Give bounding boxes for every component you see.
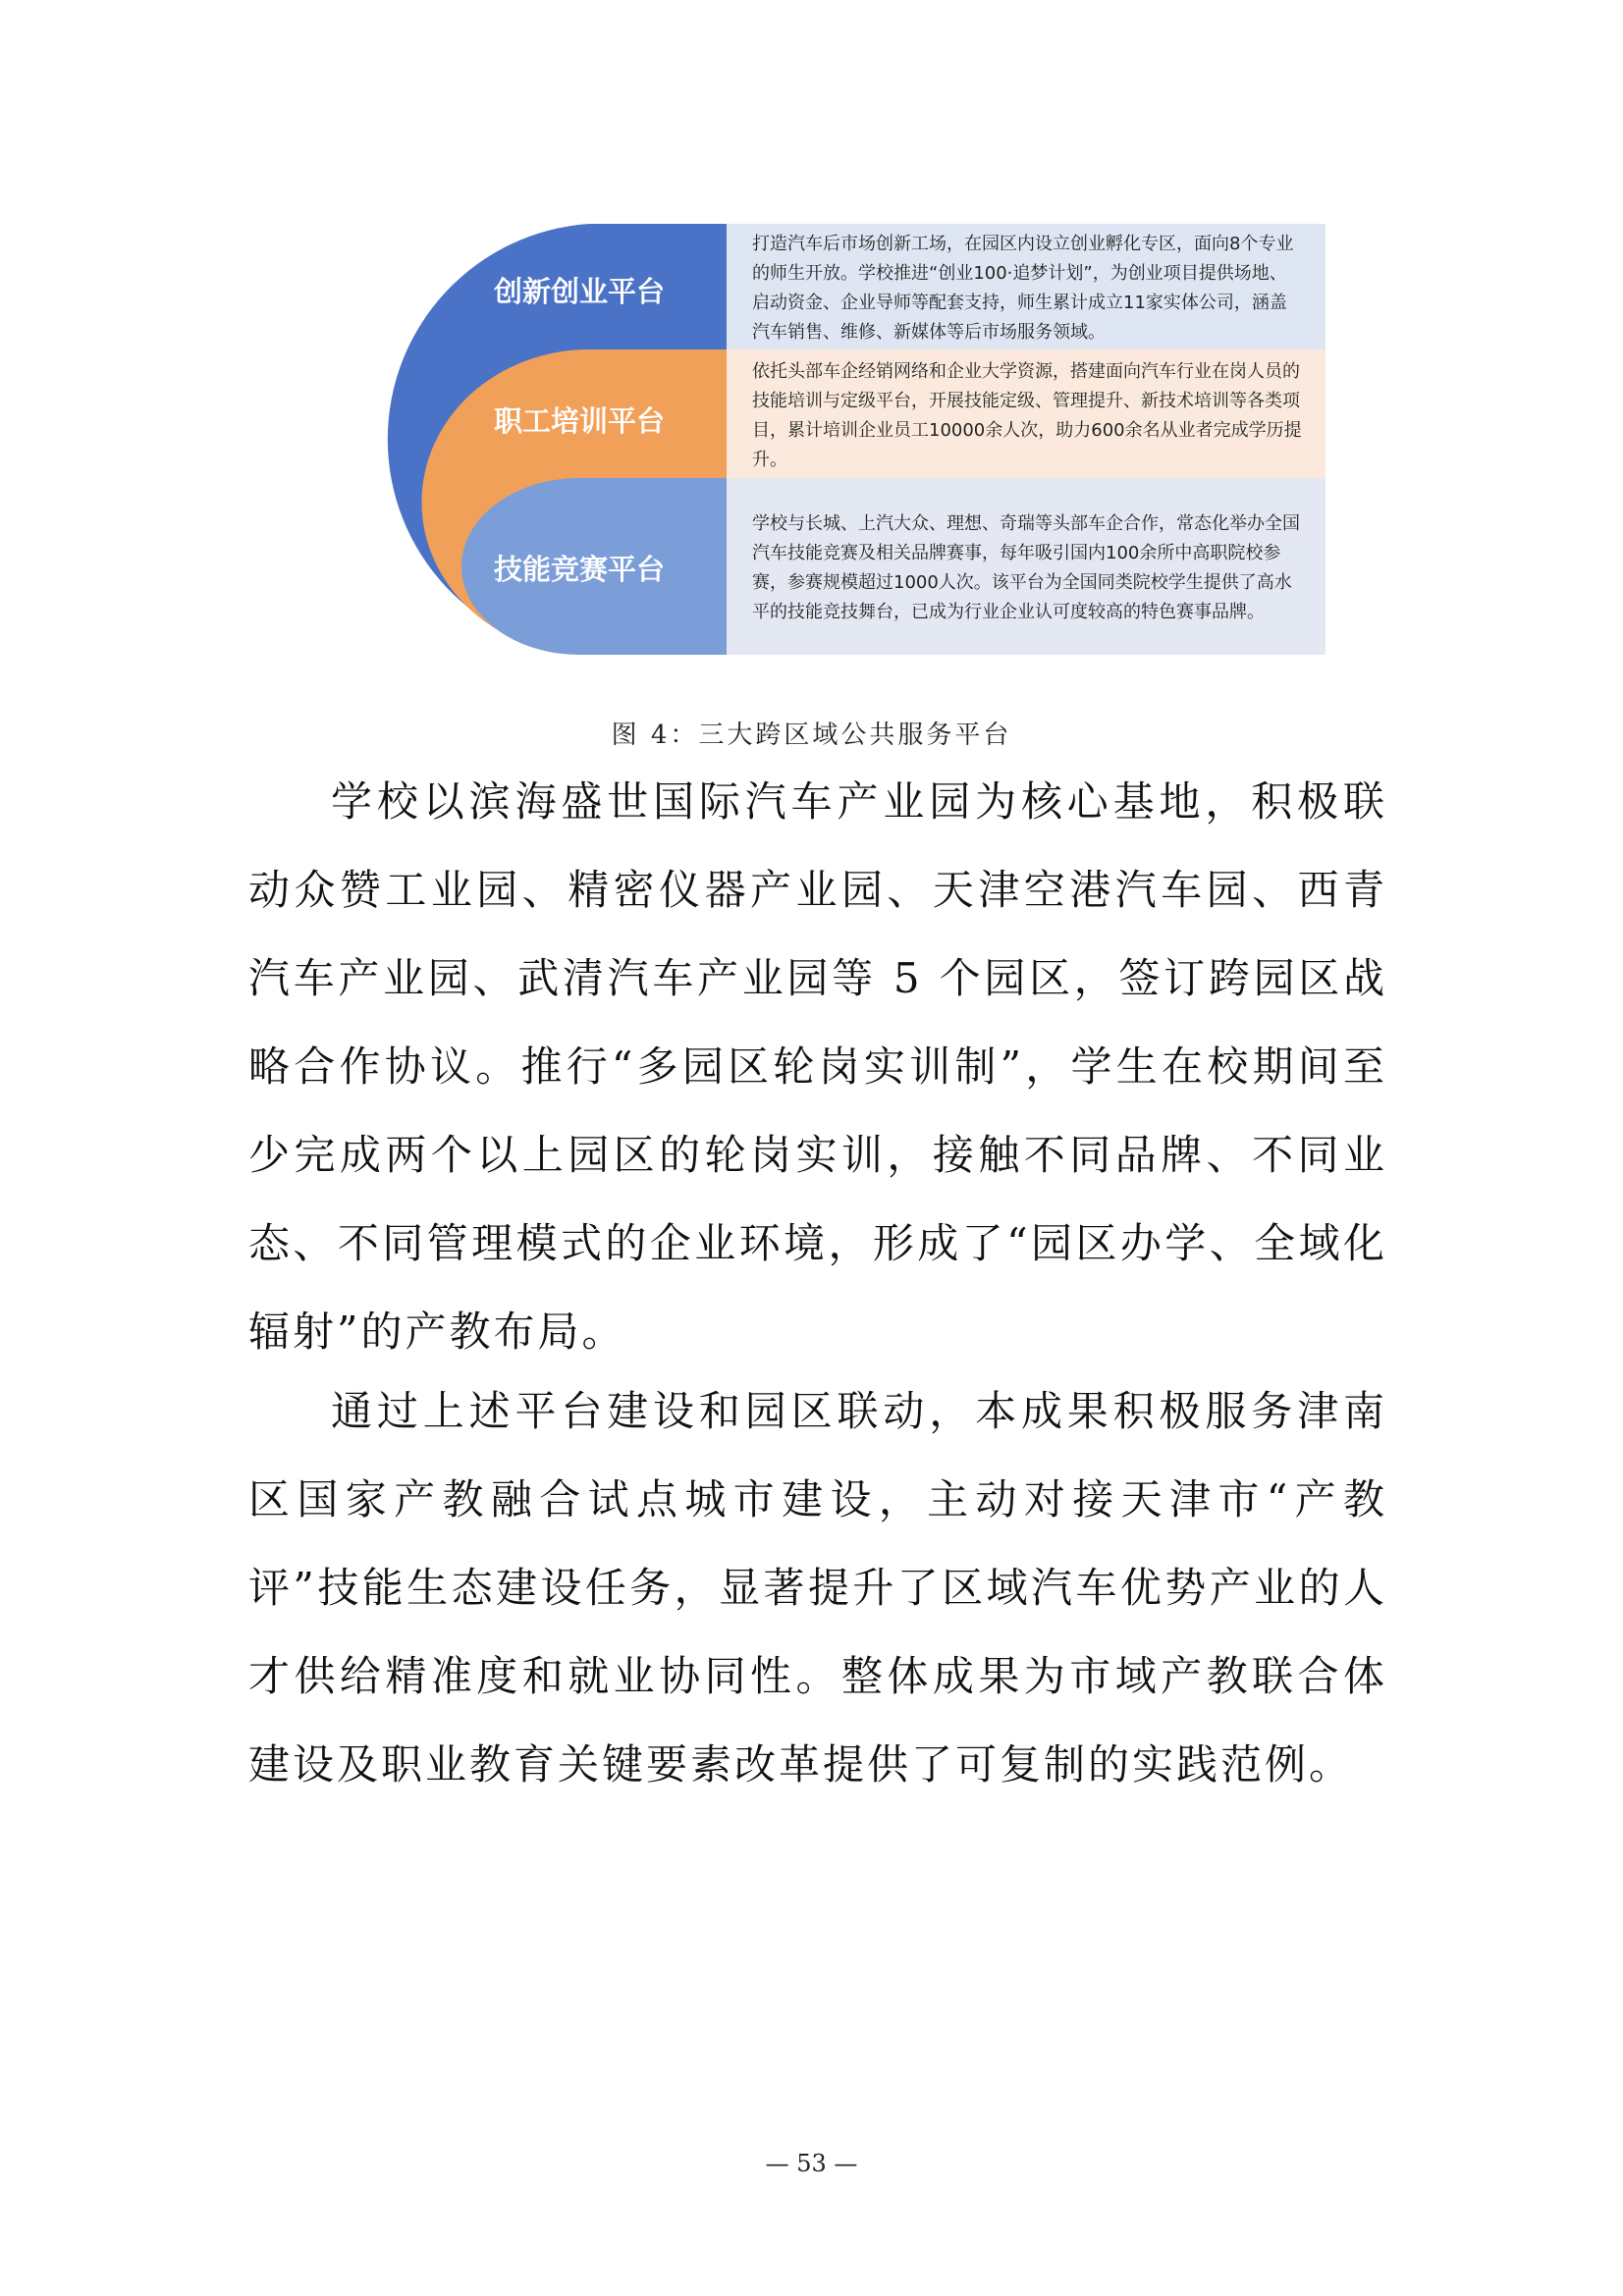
platform-figure	[295, 221, 1335, 655]
platform-description-competition: 学校与长城、上汽大众、理想、奇瑞等头部车企合作，常态化举办全国汽车技能竞赛及相关品牌赛事，每年吸引国内100余所中高职院校参赛，参赛规模超过1000人次。该平台为全国同类院校学生提供了高水平的技能竞技舞台，已成为行业企业认可度较高的特色赛事品牌。	[727, 478, 1325, 655]
figure-caption: 图 4：三大跨区域公共服务平台	[611, 721, 1012, 750]
platform-label-innovation: 创新创业平台	[493, 275, 665, 308]
body-section-1	[248, 758, 1387, 1376]
page-number: — 53 —	[765, 2150, 858, 2177]
body-section-2	[248, 1367, 1387, 1809]
paragraph-park-linkage: 学校以滨海盛世国际汽车产业园为核心基地，积极联动众赞工业园、精密仪器产业园、天津空港汽车园、西青汽车产业园、武清汽车产业园等 5 个园区，签订跨园区战略合作协议。推行“多园区轮岗实训制”，学生在校期间至少完成两个以上园区的轮岗实训，接触不同品牌、不同业态、不同管理模式的企业环境，形成了“园区办学、全域化辐射”的产教布局。	[248, 777, 1387, 1356]
platform-description-innovation: 打造汽车后市场创新工场，在园区内设立创业孵化专区，面向8个专业的师生开放。学校推进“创业100·追梦计划”，为创业项目提供场地、启动资金、企业导师等配套支持，师生累计成立11家实体公司，涵盖汽车销售、维修、新媒体等后市场服务领域。	[727, 224, 1325, 349]
platform-description-training: 依托头部车企经销网络和企业大学资源，搭建面向汽车行业在岗人员的技能培训与定级平台，开展技能定级、管理提升、新技术培训等各类项目，累计培训企业员工10000余人次，助力600余名从业者完成学历提升。	[727, 349, 1325, 478]
paragraph-outcomes: 通过上述平台建设和园区联动，本成果积极服务津南区国家产教融合试点城市建设，主动对接天津市“产教评”技能生态建设任务，显著提升了区域汽车优势产业的人才供给精准度和就业协同性。整体成果为市域产教联合体建设及职业教育关键要素改革提供了可复制的实践范例。	[248, 1387, 1387, 1789]
platform-label-training: 职工培训平台	[493, 404, 665, 438]
platform-label-competition: 技能竞赛平台	[493, 553, 665, 586]
